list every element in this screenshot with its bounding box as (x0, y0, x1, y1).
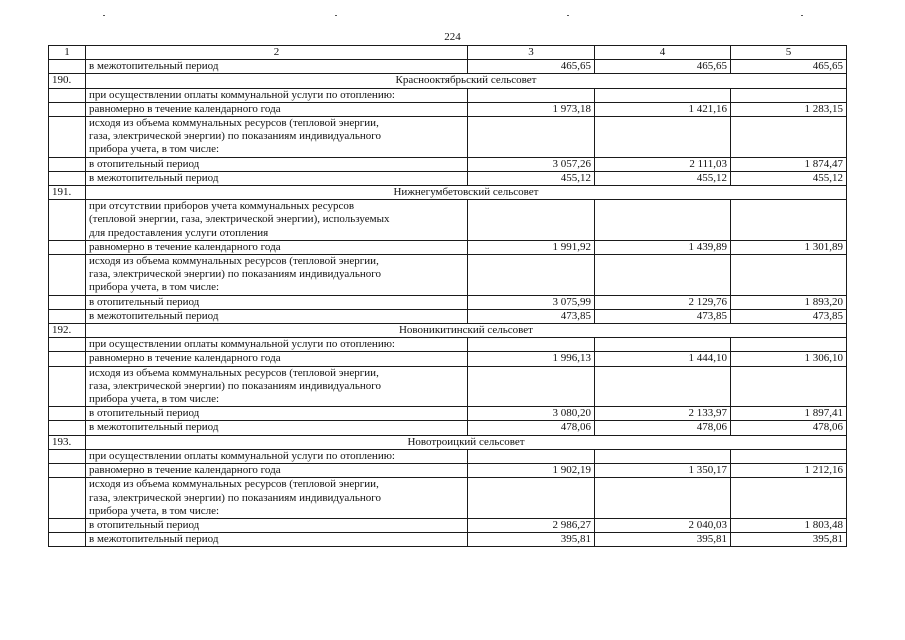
table-row (49, 60, 847, 74)
value-cell: 1 874,47 (731, 157, 847, 171)
empty-cell (731, 478, 847, 519)
header-cell: 2 (86, 46, 468, 60)
empty-cell (731, 449, 847, 463)
value-cell: 478,06 (731, 421, 847, 435)
empty-cell (731, 366, 847, 407)
value-cell: 2 133,97 (595, 407, 731, 421)
value-cell: 1 897,41 (731, 407, 847, 421)
empty-cell (468, 338, 595, 352)
table-row (49, 295, 847, 309)
row-label-cell: в межотопительный период (86, 309, 468, 323)
table-row (49, 309, 847, 323)
scan-speck (103, 15, 105, 16)
section-row (49, 186, 847, 200)
table-row (49, 366, 847, 407)
row-index-cell (49, 117, 86, 158)
header-cell: 1 (49, 46, 86, 60)
value-cell: 473,85 (468, 309, 595, 323)
row-label-cell: в отопительный период (86, 157, 468, 171)
empty-cell (595, 478, 731, 519)
empty-cell (595, 200, 731, 241)
row-index-cell (49, 421, 86, 435)
row-index-cell (49, 518, 86, 532)
row-label-cell: при осуществлении оплаты коммунальной услуги по отоплению: (86, 88, 468, 102)
table-row (49, 171, 847, 185)
empty-cell (468, 255, 595, 296)
row-label-cell: исходя из объема коммунальных ресурсов (тепловой энергии, газа, электрической энергии) по показаниям индивидуального прибора учета, в том числе: (86, 117, 468, 158)
row-label-cell: равномерно в течение календарного года (86, 464, 468, 478)
value-cell: 3 057,26 (468, 157, 595, 171)
table-row (49, 421, 847, 435)
row-label-cell: исходя из объема коммунальных ресурсов (тепловой энергии, газа, электрической энергии) по показаниям индивидуального прибора учета, в том числе: (86, 478, 468, 519)
row-index-cell (49, 255, 86, 296)
table-row (49, 478, 847, 519)
section-row (49, 435, 847, 449)
empty-cell (731, 88, 847, 102)
table-row (49, 157, 847, 171)
section-row (49, 324, 847, 338)
value-cell: 1 350,17 (595, 464, 731, 478)
value-cell: 1 421,16 (595, 102, 731, 116)
empty-cell (731, 200, 847, 241)
row-index-cell (49, 60, 86, 74)
empty-cell (468, 117, 595, 158)
value-cell: 455,12 (468, 171, 595, 185)
value-cell: 1 306,10 (731, 352, 847, 366)
row-index-cell: 190. (49, 74, 86, 88)
row-index-cell (49, 366, 86, 407)
row-label-cell: при отсутствии приборов учета коммунальных ресурсов (тепловой энергии, газа, электрической энергии), используемых для предоставления услуги отопления (86, 200, 468, 241)
value-cell: 1 803,48 (731, 518, 847, 532)
tariff-table (48, 45, 847, 547)
section-title: Нижнегумбетовский сельсовет (86, 186, 847, 200)
value-cell: 395,81 (468, 533, 595, 547)
empty-cell (595, 338, 731, 352)
row-label-cell: при осуществлении оплаты коммунальной услуги по отоплению: (86, 338, 468, 352)
table-row (49, 407, 847, 421)
value-cell: 1 439,89 (595, 240, 731, 254)
row-index-cell (49, 533, 86, 547)
empty-cell (731, 117, 847, 158)
table-row (49, 102, 847, 116)
row-index-cell: 192. (49, 324, 86, 338)
value-cell: 465,65 (595, 60, 731, 74)
value-cell: 1 893,20 (731, 295, 847, 309)
table-row (49, 464, 847, 478)
section-row (49, 74, 847, 88)
value-cell: 465,65 (731, 60, 847, 74)
table-row (49, 200, 847, 241)
row-label-cell: равномерно в течение календарного года (86, 102, 468, 116)
row-index-cell (49, 157, 86, 171)
table-row (49, 338, 847, 352)
value-cell: 1 212,16 (731, 464, 847, 478)
row-index-cell (49, 309, 86, 323)
header-cell: 5 (731, 46, 847, 60)
empty-cell (595, 366, 731, 407)
table-row (49, 117, 847, 158)
row-index-cell (49, 295, 86, 309)
value-cell: 455,12 (595, 171, 731, 185)
value-cell: 1 902,19 (468, 464, 595, 478)
row-index-cell (49, 102, 86, 116)
section-title: Краснооктябрьский сельсовет (86, 74, 847, 88)
row-index-cell (49, 200, 86, 241)
value-cell: 1 991,92 (468, 240, 595, 254)
row-label-cell: исходя из объема коммунальных ресурсов (тепловой энергии, газа, электрической энергии) по показаниям индивидуального прибора учета, в том числе: (86, 366, 468, 407)
row-index-cell (49, 171, 86, 185)
scan-speck (567, 15, 569, 16)
empty-cell (595, 88, 731, 102)
value-cell: 473,85 (595, 309, 731, 323)
value-cell: 395,81 (595, 533, 731, 547)
section-title: Новоникитинский сельсовет (86, 324, 847, 338)
page-number: 224 (444, 31, 461, 43)
row-label-cell: в межотопительный период (86, 533, 468, 547)
row-label-cell: в отопительный период (86, 407, 468, 421)
table-body (49, 60, 847, 547)
value-cell: 1 973,18 (468, 102, 595, 116)
value-cell: 1 996,13 (468, 352, 595, 366)
row-label-cell: в межотопительный период (86, 60, 468, 74)
value-cell: 465,65 (468, 60, 595, 74)
empty-cell (468, 200, 595, 241)
table-row (49, 352, 847, 366)
empty-cell (468, 366, 595, 407)
empty-cell (468, 449, 595, 463)
table-header-row (49, 46, 847, 60)
value-cell: 478,06 (468, 421, 595, 435)
value-cell: 2 040,03 (595, 518, 731, 532)
value-cell: 2 986,27 (468, 518, 595, 532)
row-label-cell: в межотопительный период (86, 421, 468, 435)
row-index-cell (49, 464, 86, 478)
row-index-cell (49, 478, 86, 519)
empty-cell (595, 117, 731, 158)
section-title: Новотроицкий сельсовет (86, 435, 847, 449)
table-row (49, 518, 847, 532)
value-cell: 3 080,20 (468, 407, 595, 421)
row-index-cell: 193. (49, 435, 86, 449)
row-label-cell: равномерно в течение календарного года (86, 352, 468, 366)
empty-cell (468, 88, 595, 102)
value-cell: 478,06 (595, 421, 731, 435)
empty-cell (731, 338, 847, 352)
row-label-cell: равномерно в течение календарного года (86, 240, 468, 254)
row-index-cell (49, 352, 86, 366)
empty-cell (595, 449, 731, 463)
value-cell: 395,81 (731, 533, 847, 547)
value-cell: 1 301,89 (731, 240, 847, 254)
row-label-cell: в отопительный период (86, 518, 468, 532)
row-index-cell (49, 407, 86, 421)
value-cell: 2 129,76 (595, 295, 731, 309)
value-cell: 473,85 (731, 309, 847, 323)
value-cell: 3 075,99 (468, 295, 595, 309)
value-cell: 2 111,03 (595, 157, 731, 171)
table-row (49, 255, 847, 296)
row-index-cell (49, 449, 86, 463)
table-row (49, 533, 847, 547)
table-row (49, 449, 847, 463)
value-cell: 1 283,15 (731, 102, 847, 116)
row-index-cell (49, 240, 86, 254)
value-cell: 455,12 (731, 171, 847, 185)
scan-speck (335, 15, 337, 16)
row-label-cell: при осуществлении оплаты коммунальной услуги по отоплению: (86, 449, 468, 463)
empty-cell (731, 255, 847, 296)
scan-speck (801, 15, 803, 16)
row-index-cell (49, 88, 86, 102)
table-row (49, 88, 847, 102)
row-index-cell (49, 338, 86, 352)
table-row (49, 240, 847, 254)
value-cell: 1 444,10 (595, 352, 731, 366)
row-index-cell: 191. (49, 186, 86, 200)
row-label-cell: в межотопительный период (86, 171, 468, 185)
header-cell: 3 (468, 46, 595, 60)
row-label-cell: исходя из объема коммунальных ресурсов (тепловой энергии, газа, электрической энергии) по показаниям индивидуального прибора учета, в том числе: (86, 255, 468, 296)
empty-cell (468, 478, 595, 519)
header-cell: 4 (595, 46, 731, 60)
empty-cell (595, 255, 731, 296)
row-label-cell: в отопительный период (86, 295, 468, 309)
